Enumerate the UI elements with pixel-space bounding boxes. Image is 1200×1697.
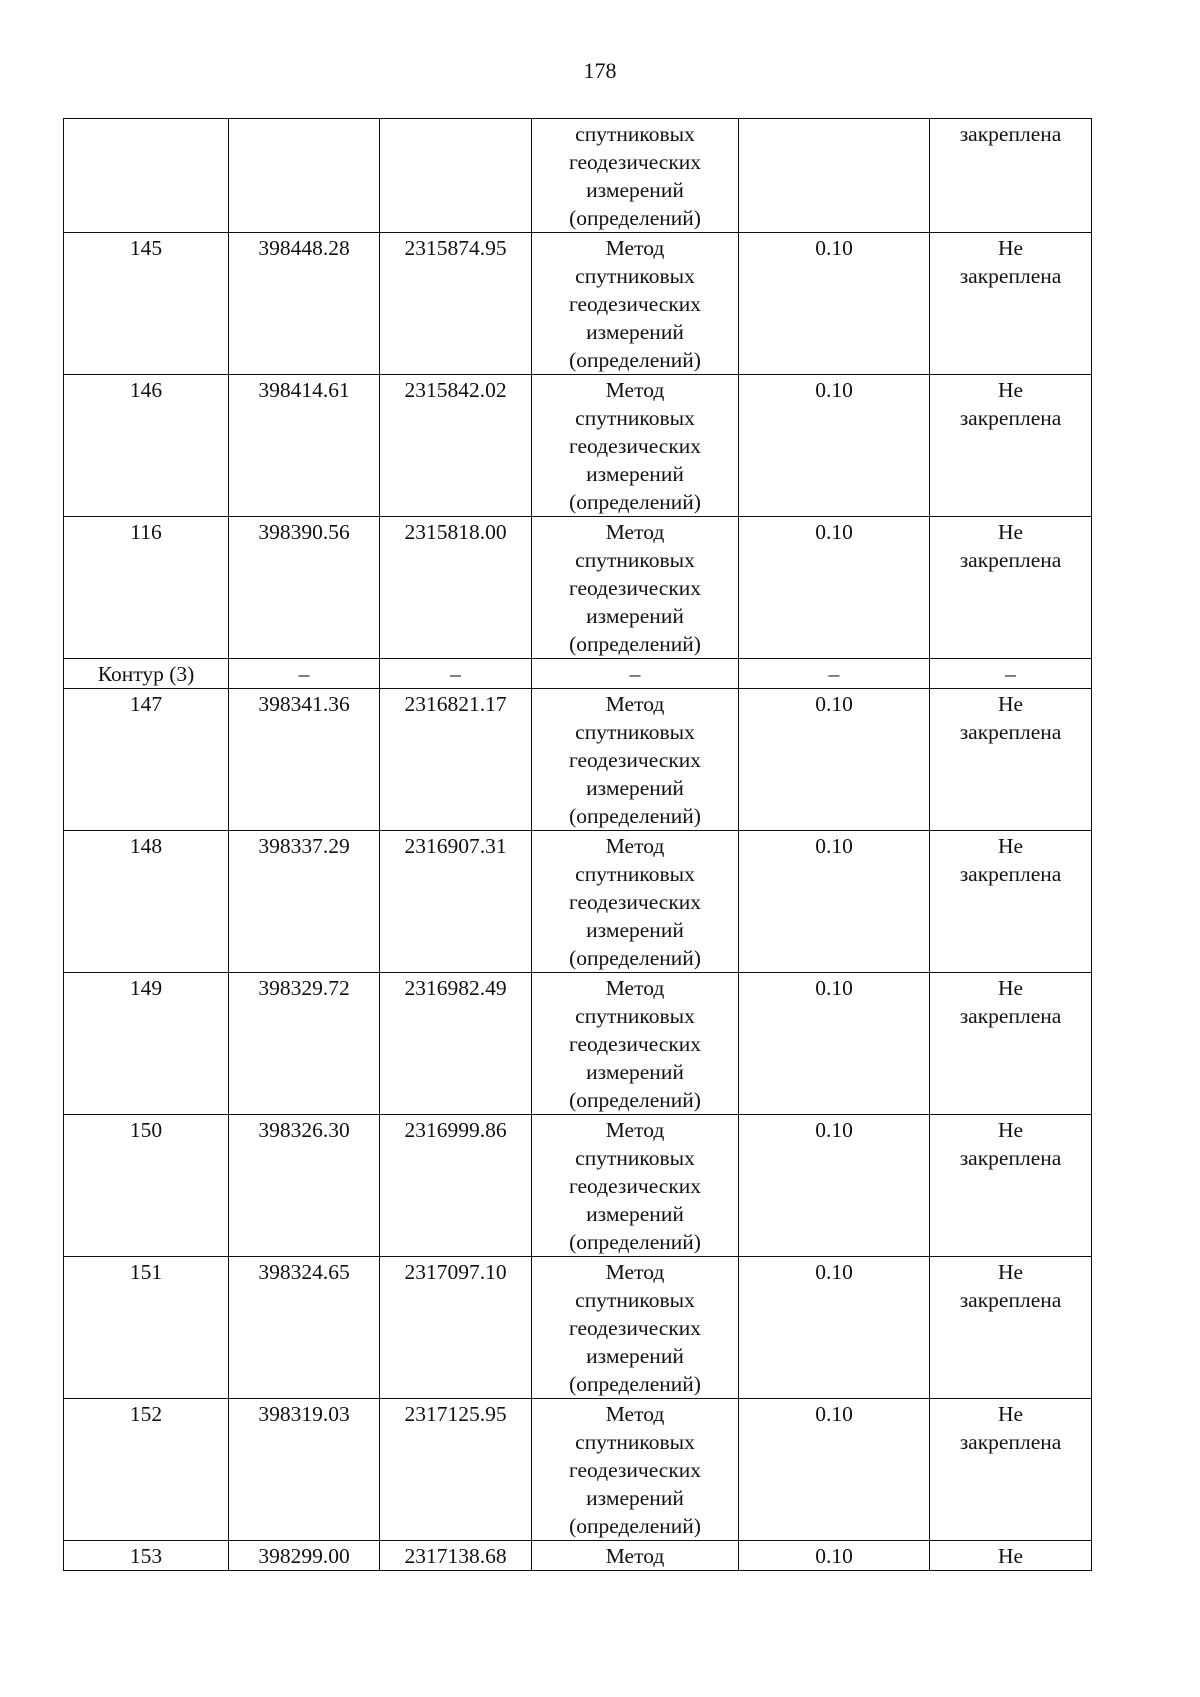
y-coordinate-cell: 2315818.00 [380,517,532,659]
point-number-cell: 153 [64,1541,229,1571]
coordinates-table [63,118,1092,1571]
x-coordinate-cell: 398337.29 [229,831,380,973]
table-row [64,375,1092,517]
fixation-cell: Не закреплена [930,689,1092,831]
method-cell: Метод спутниковых геодезических измерений (определений) [532,517,739,659]
fixation-cell: Не закреплена [930,1257,1092,1399]
y-coordinate-cell: 2315842.02 [380,375,532,517]
point-number-cell: 152 [64,1399,229,1541]
accuracy-cell: 0.10 [739,1115,930,1257]
fixation-cell: закреплена [930,119,1092,233]
table-row [64,831,1092,973]
fixation-cell: Не закреплена [930,375,1092,517]
accuracy-cell: 0.10 [739,1257,930,1399]
method-cell: Метод спутниковых геодезических измерений (определений) [532,1257,739,1399]
accuracy-cell: 0.10 [739,233,930,375]
x-coordinate-cell: 398299.00 [229,1541,380,1571]
point-number-cell [64,119,229,233]
page-number: 178 [583,58,617,83]
method-cell: Метод спутниковых геодезических измерений (определений) [532,973,739,1115]
point-number-cell: 148 [64,831,229,973]
y-coordinate-cell: 2317097.10 [380,1257,532,1399]
dash-cell: – [380,659,532,689]
fixation-cell: Не закреплена [930,233,1092,375]
point-number-cell: 116 [64,517,229,659]
point-number-cell: 149 [64,973,229,1115]
table-row [64,119,1092,233]
contour-label-cell: Контур (3) [64,659,229,689]
fixation-cell: Не [930,1541,1092,1571]
method-cell: Метод спутниковых геодезических измерений (определений) [532,1399,739,1541]
point-number-cell: 146 [64,375,229,517]
contour-header-row [64,659,1092,689]
point-number-cell: 147 [64,689,229,831]
table-row [64,689,1092,831]
table-row [64,1115,1092,1257]
fixation-cell: Не закреплена [930,973,1092,1115]
dash-cell: – [739,659,930,689]
dash-cell: – [532,659,739,689]
table-row [64,1399,1092,1541]
method-cell: Метод спутниковых геодезических измерений (определений) [532,831,739,973]
y-coordinate-cell [380,119,532,233]
x-coordinate-cell: 398324.65 [229,1257,380,1399]
x-coordinate-cell: 398319.03 [229,1399,380,1541]
y-coordinate-cell: 2317138.68 [380,1541,532,1571]
accuracy-cell: 0.10 [739,1541,930,1571]
y-coordinate-cell: 2316821.17 [380,689,532,831]
table-row [64,973,1092,1115]
accuracy-cell [739,119,930,233]
x-coordinate-cell [229,119,380,233]
method-cell: Метод спутниковых геодезических измерений (определений) [532,233,739,375]
fixation-cell: Не закреплена [930,517,1092,659]
y-coordinate-cell: 2316907.31 [380,831,532,973]
y-coordinate-cell: 2316999.86 [380,1115,532,1257]
x-coordinate-cell: 398341.36 [229,689,380,831]
fixation-cell: Не закреплена [930,831,1092,973]
table-row [64,233,1092,375]
table-row [64,1257,1092,1399]
y-coordinate-cell: 2317125.95 [380,1399,532,1541]
method-cell: Метод спутниковых геодезических измерений (определений) [532,1115,739,1257]
point-number-cell: 150 [64,1115,229,1257]
fixation-cell: Не закреплена [930,1399,1092,1541]
x-coordinate-cell: 398390.56 [229,517,380,659]
coordinates-table-body [64,119,1092,1571]
x-coordinate-cell: 398448.28 [229,233,380,375]
x-coordinate-cell: 398326.30 [229,1115,380,1257]
table-row [64,1541,1092,1571]
x-coordinate-cell: 398414.61 [229,375,380,517]
table-row [64,517,1092,659]
dash-cell: – [930,659,1092,689]
fixation-cell: Не закреплена [930,1115,1092,1257]
x-coordinate-cell: 398329.72 [229,973,380,1115]
accuracy-cell: 0.10 [739,689,930,831]
accuracy-cell: 0.10 [739,375,930,517]
dash-cell: – [229,659,380,689]
method-cell: спутниковых геодезических измерений (определений) [532,119,739,233]
accuracy-cell: 0.10 [739,831,930,973]
method-cell: Метод [532,1541,739,1571]
y-coordinate-cell: 2316982.49 [380,973,532,1115]
y-coordinate-cell: 2315874.95 [380,233,532,375]
accuracy-cell: 0.10 [739,973,930,1115]
method-cell: Метод спутниковых геодезических измерений (определений) [532,689,739,831]
point-number-cell: 145 [64,233,229,375]
accuracy-cell: 0.10 [739,517,930,659]
point-number-cell: 151 [64,1257,229,1399]
method-cell: Метод спутниковых геодезических измерений (определений) [532,375,739,517]
accuracy-cell: 0.10 [739,1399,930,1541]
